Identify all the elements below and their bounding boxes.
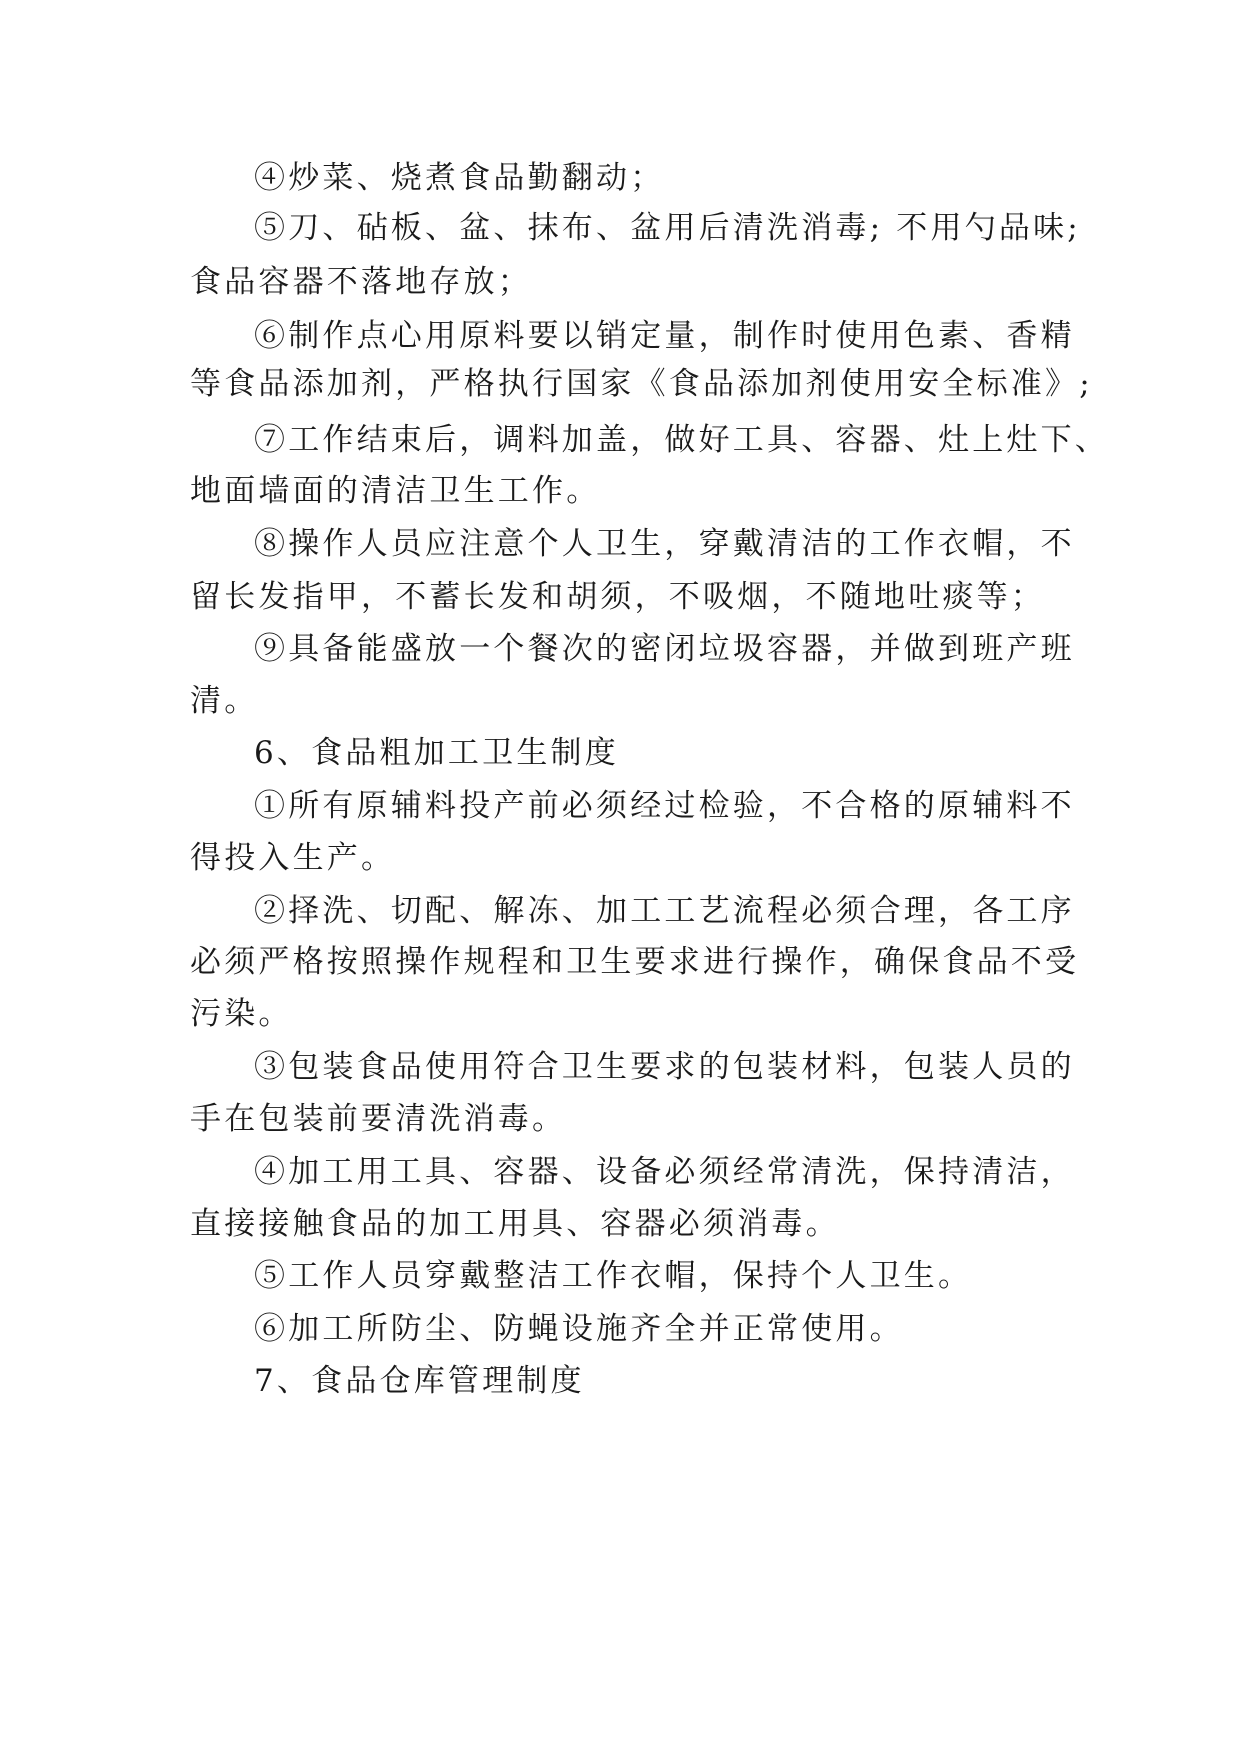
paragraph-line: ③包装食品使用符合卫生要求的包装材料，包装人员的	[254, 1049, 1075, 1085]
section-heading: 7、食品仓库管理制度	[254, 1363, 585, 1399]
paragraph-line: ⑨具备能盛放一个餐次的密闭垃圾容器，并做到班产班	[254, 631, 1075, 667]
paragraph-line: ⑦工作结束后，调料加盖，做好工具、容器、灶上灶下、	[254, 422, 1109, 458]
section-heading: 6、食品粗加工卫生制度	[254, 735, 619, 771]
paragraph-line: ⑥制作点心用原料要以销定量，制作时使用色素、香精	[254, 318, 1075, 354]
paragraph-line: ⑧操作人员应注意个人卫生，穿戴清洁的工作衣帽，不	[254, 526, 1075, 562]
paragraph-line: ①所有原辅料投产前必须经过检验，不合格的原辅料不	[254, 788, 1075, 824]
paragraph-line: ④加工用工具、容器、设备必须经常清洗，保持清洁，	[254, 1154, 1075, 1190]
paragraph-line: 污染。	[190, 996, 293, 1032]
paragraph-line: 食品容器不落地存放；	[190, 264, 532, 300]
paragraph-line: 必须严格按照操作规程和卫生要求进行操作，确保食品不受	[190, 944, 1080, 980]
paragraph-line: 直接接触食品的加工用具、容器必须消毒。	[190, 1206, 840, 1242]
paragraph-line: 等食品添加剂，严格执行国家《食品添加剂使用安全标准》;	[190, 366, 1093, 402]
paragraph-line: ⑤工作人员穿戴整洁工作衣帽，保持个人卫生。	[254, 1258, 973, 1294]
paragraph-line: ⑥加工所防尘、防蝇设施齐全并正常使用。	[254, 1311, 904, 1347]
paragraph-line: 清。	[190, 683, 259, 719]
paragraph-line: ②择洗、切配、解冻、加工工艺流程必须合理，各工序	[254, 893, 1075, 929]
paragraph-line: ⑤刀、砧板、盆、抹布、盆用后清洗消毒; 不用勺品味;	[254, 210, 1081, 246]
paragraph-line: 留长发指甲，不蓄长发和胡须，不吸烟，不随地吐痰等；	[190, 579, 1045, 615]
paragraph-line: 手在包装前要清洗消毒。	[190, 1101, 567, 1137]
paragraph-line: ④炒菜、烧煮食品勤翻动；	[254, 160, 665, 196]
paragraph-line: 地面墙面的清洁卫生工作。	[190, 473, 601, 509]
paragraph-line: 得投入生产。	[190, 840, 396, 876]
